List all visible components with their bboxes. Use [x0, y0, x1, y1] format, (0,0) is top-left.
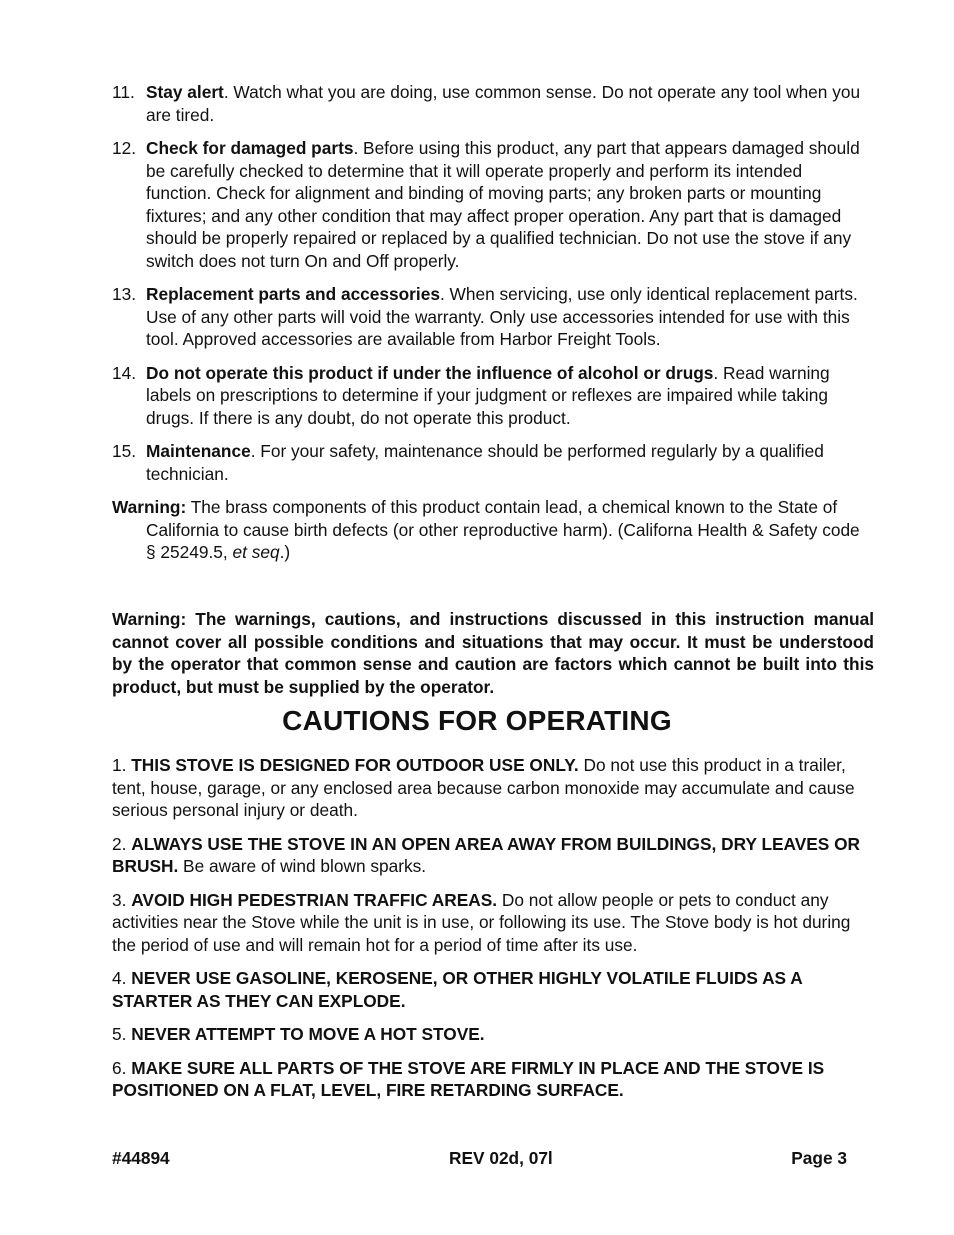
caution-item: 3. AVOID HIGH PEDESTRIAN TRAFFIC AREAS. Do not allow people or pets to conduct any activities near the Stove while the unit is in use, or following its use. The Stove body is hot during the period of use and will remain hot for a period of time after its use.: [112, 889, 851, 955]
caution-item: 1. THIS STOVE IS DESIGNED FOR OUTDOOR USE ONLY. Do not use this product in a trailer, tent, house, garage, or any enclosed area because carbon monoxide may accumulate and cause serious personal injury or death.: [112, 755, 855, 820]
footer-page-number: Page 3: [791, 1148, 847, 1168]
caution-item: 6. MAKE SURE ALL PARTS OF THE STOVE ARE FIRMLY IN PLACE AND THE STOVE IS POSITIONED ON A FLAT, LEVEL, FIRE RETARDING SURFACE.: [112, 1057, 825, 1100]
safety-item-term: Replacement parts and accessories: [146, 284, 440, 304]
safety-item: 11. Stay alert. Watch what you are doing, use common sense. Do not operate any tool when you are tired.: [112, 82, 861, 125]
cautions-heading: CAUTIONS FOR OPERATING: [282, 705, 672, 736]
footer-item-number: #44894: [112, 1148, 170, 1168]
caution-item: 2. ALWAYS USE THE STOVE IN AN OPEN AREA AWAY FROM BUILDINGS, DRY LEAVES OR BRUSH. Be aware of wind blown sparks.: [112, 833, 861, 876]
safety-item-term: Check for damaged parts: [146, 138, 354, 158]
page-footer: [112, 1148, 847, 1172]
lead-warning: Warning: The brass components of this product contain lead, a chemical known to the State of California to cause birth defects (or other reproductive harm). (Californa Health & Safety code § 25249.5, et seq.): [112, 497, 860, 562]
safety-item: 15. Maintenance. For your safety, maintenance should be performed regularly by a qualified technician.: [112, 441, 824, 484]
safety-item-term: Do not operate this product if under the influence of alcohol or drugs: [146, 362, 714, 383]
safety-item-text: . For your safety, maintenance should be performed regularly by a qualified technician.: [146, 441, 824, 484]
caution-item: 4. NEVER USE GASOLINE, KEROSENE, OR OTHER HIGHLY VOLATILE FLUIDS AS A STARTER AS THEY CAN EXPLODE.: [112, 968, 803, 1011]
safety-item: 14. Do not operate this product if under the influence of alcohol or drugs. Read warning labels on prescriptions to determine if your judgment or reflexes are impaired while taking drugs. If there is any doubt, do not operate this product.: [112, 362, 830, 428]
safety-item-text: . Watch what you are doing, use common sense. Do not operate any tool when you are tired.: [146, 82, 861, 125]
safety-item-text: . Read warning labels on prescriptions to determine if your judgment or reflexes are impaired while taking drugs. If there is any doubt, do not operate this product.: [146, 362, 830, 428]
safety-item-term: Stay alert: [146, 82, 224, 102]
safety-item-text: . Before using this product, any part that appears damaged should be carefully checked to determine that it will operate properly and perform its intended function. Check for alignment and binding of moving parts; any broken parts or mounting fixtures; and any other condition that may affect proper operation. Any part that is damaged should be properly repaired or replaced by a qualified technician. Do not use the stove if any switch does not turn On and Off properly.: [146, 138, 860, 271]
safety-item-term: Maintenance: [146, 441, 251, 461]
safety-item-text: . When servicing, use only identical replacement parts. Use of any other parts will void the warranty. Only use accessories intended for use with this tool. Approved accessories are available from Harbor Freight Tools.: [146, 284, 858, 349]
caution-item: 5. NEVER ATTEMPT TO MOVE A HOT STOVE.: [112, 1024, 485, 1044]
safety-item: 12. Check for damaged parts. Before using this product, any part that appears damaged should be carefully checked to determine that it will operate properly and perform its intended function. Check for alignment and binding of moving parts; any broken parts or mounting fixtures; and any other condition that may affect proper operation. Any part that is damaged should be properly repaired or replaced by a qualified technician. Do not use the stove if any switch does not turn On and Off properly.: [112, 138, 860, 271]
cautions-list: [112, 754, 874, 1113]
safety-item: 13. Replacement parts and accessories. When servicing, use only identical replacement parts. Use of any other parts will void the warranty. Only use accessories intended for use with this tool. Approved accessories are available from Harbor Freight Tools.: [112, 284, 858, 349]
general-warning: Warning: The warnings, cautions, and instructions discussed in this instruction manual cannot cover all possible conditions and situations that may occur. It must be understood by the operator that common sense and caution are factors which cannot be built into this product, but must be supplied by the operator.: [112, 609, 874, 697]
safety-list: [112, 81, 872, 564]
footer-revision: REV 02d, 07l: [449, 1148, 553, 1168]
